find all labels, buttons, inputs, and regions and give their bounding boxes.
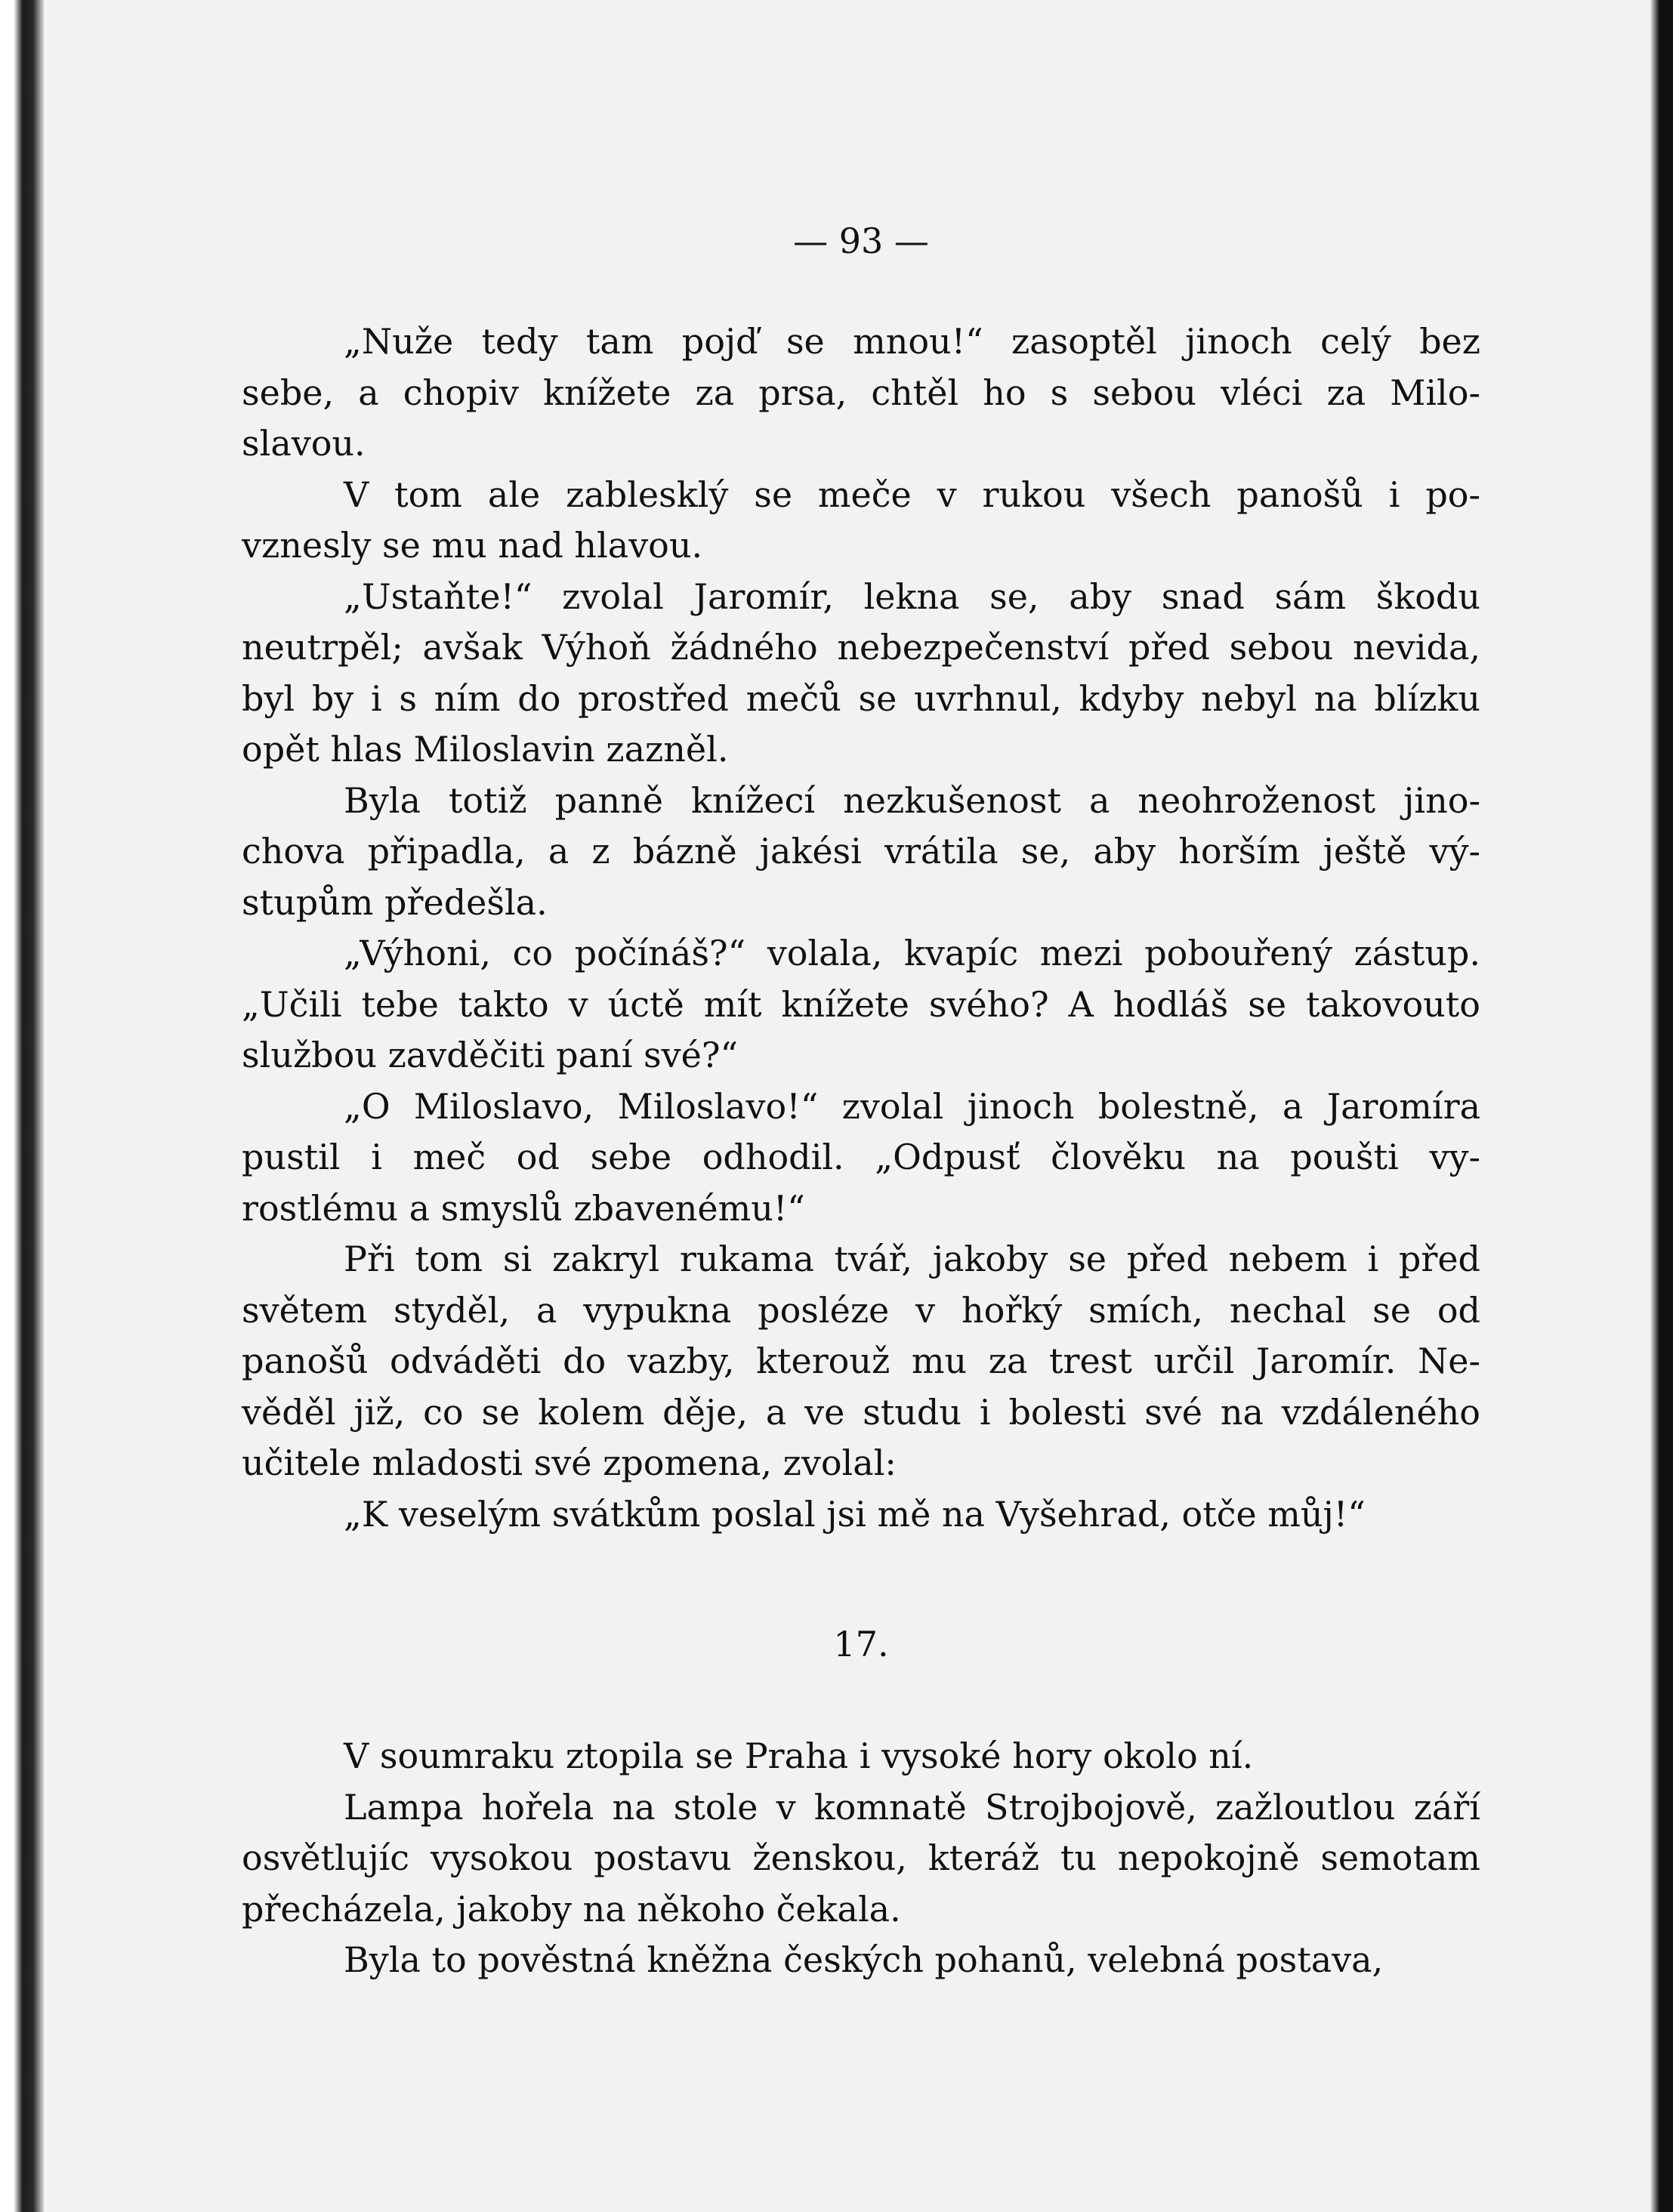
text-line: „O Miloslavo, Miloslavo!“ zvolal jinoch bolestně, a Jaromíra: [344, 1085, 1480, 1127]
text-line: opět hlas Miloslavin zazněl.: [242, 729, 729, 770]
paragraph: [242, 1939, 1480, 1991]
text-line: vznesly se mu nad hlavou.: [242, 525, 703, 566]
text-line: pustil i meč od sebe odhodil. „Odpusť člověku na poušti vy-: [242, 1137, 1480, 1177]
text-line: slavou.: [242, 423, 366, 464]
text-line: V tom ale zablesklý se meče v rukou všech panošů i po-: [344, 474, 1480, 515]
text-line: stupům předešla.: [242, 881, 548, 923]
text-line: „Výhoni, co počínáš?“ volala, kvapíc mezi pobouřený zástup.: [344, 933, 1480, 973]
right-page-edge: [1650, 0, 1673, 2212]
text-line: rostlému a smyslů zbavenému!“: [242, 1187, 805, 1229]
paragraph: [242, 321, 1480, 474]
text-line: V soumraku ztopila se Praha i vysoké hory okolo ní.: [344, 1735, 1254, 1776]
page-number: — 93 —: [793, 221, 929, 261]
text-line: věděl již, co se kolem děje, a ve studu i bolesti své na vzdáleného: [242, 1391, 1480, 1433]
text-line: chova připadla, a z bázně jakési vrátila se, aby horším ještě vý-: [242, 831, 1480, 872]
paragraph: [242, 1239, 1480, 1494]
text-line: „Učili tebe takto v úctě mít knížete svého? A hodláš se takovouto: [242, 983, 1480, 1025]
text-line: službou zavděčiti paní své?“: [242, 1035, 739, 1075]
text-top: [242, 321, 1480, 1544]
paragraph: [242, 576, 1480, 780]
text-line: byl by i s ním do prostřed mečů se uvrhnul, kdyby nebyl na blízku: [242, 677, 1480, 719]
paragraph: [242, 1735, 1480, 1787]
text-line: „Nuže tedy tam pojď se mnou!“ zasoptěl jinoch celý bez: [344, 321, 1480, 362]
paragraph: [242, 474, 1480, 576]
left-binding-shadow: [0, 0, 44, 2212]
paragraph: [242, 1086, 1480, 1239]
paragraph: [242, 780, 1480, 933]
text-line: „K veselým svátkům poslal jsi mě na Vyšehrad, otče můj!“: [344, 1493, 1366, 1535]
paragraph: [242, 1787, 1480, 1940]
section-number: 17.: [833, 1624, 889, 1664]
text-line: „Ustaňte!“ zvolal Jaromír, lekna se, aby snad sám škodu: [344, 575, 1480, 617]
text-line: Při tom si zakryl rukama tvář, jakoby se před nebem i před: [344, 1239, 1480, 1279]
text-line: sebe, a chopiv knížete za prsa, chtěl ho s sebou vléci za Milo-: [242, 372, 1480, 413]
text-line: učitele mladosti své zpomena, zvolal:: [242, 1442, 897, 1483]
text-line: panošů odváděti do vazby, kterouž mu za trest určil Jaromír. Ne-: [242, 1340, 1480, 1381]
text-bottom: [242, 1735, 1480, 1991]
text-line: osvětlujíc vysokou postavu ženskou, kteráž tu nepokojně semotam: [242, 1837, 1480, 1878]
text-line: světem styděl, a vypukna posléze v hořký smích, nechal se od: [242, 1289, 1480, 1331]
paragraph: [242, 933, 1480, 1086]
text-line: neutrpěl; avšak Výhoň žádného nebezpečenství před sebou nevida,: [242, 627, 1480, 668]
text-line: přecházela, jakoby na někoho čekala.: [242, 1888, 901, 1930]
paragraph: [242, 1494, 1480, 1545]
text-line: Byla totiž panně knížecí nezkušenost a neohroženost jino-: [344, 779, 1480, 821]
text-line: Byla to pověstná kněžna českých pohanů, velebná postava,: [344, 1939, 1384, 1980]
text-line: Lampa hořela na stole v komnatě Strojbojově, zažloutlou září: [344, 1786, 1480, 1828]
